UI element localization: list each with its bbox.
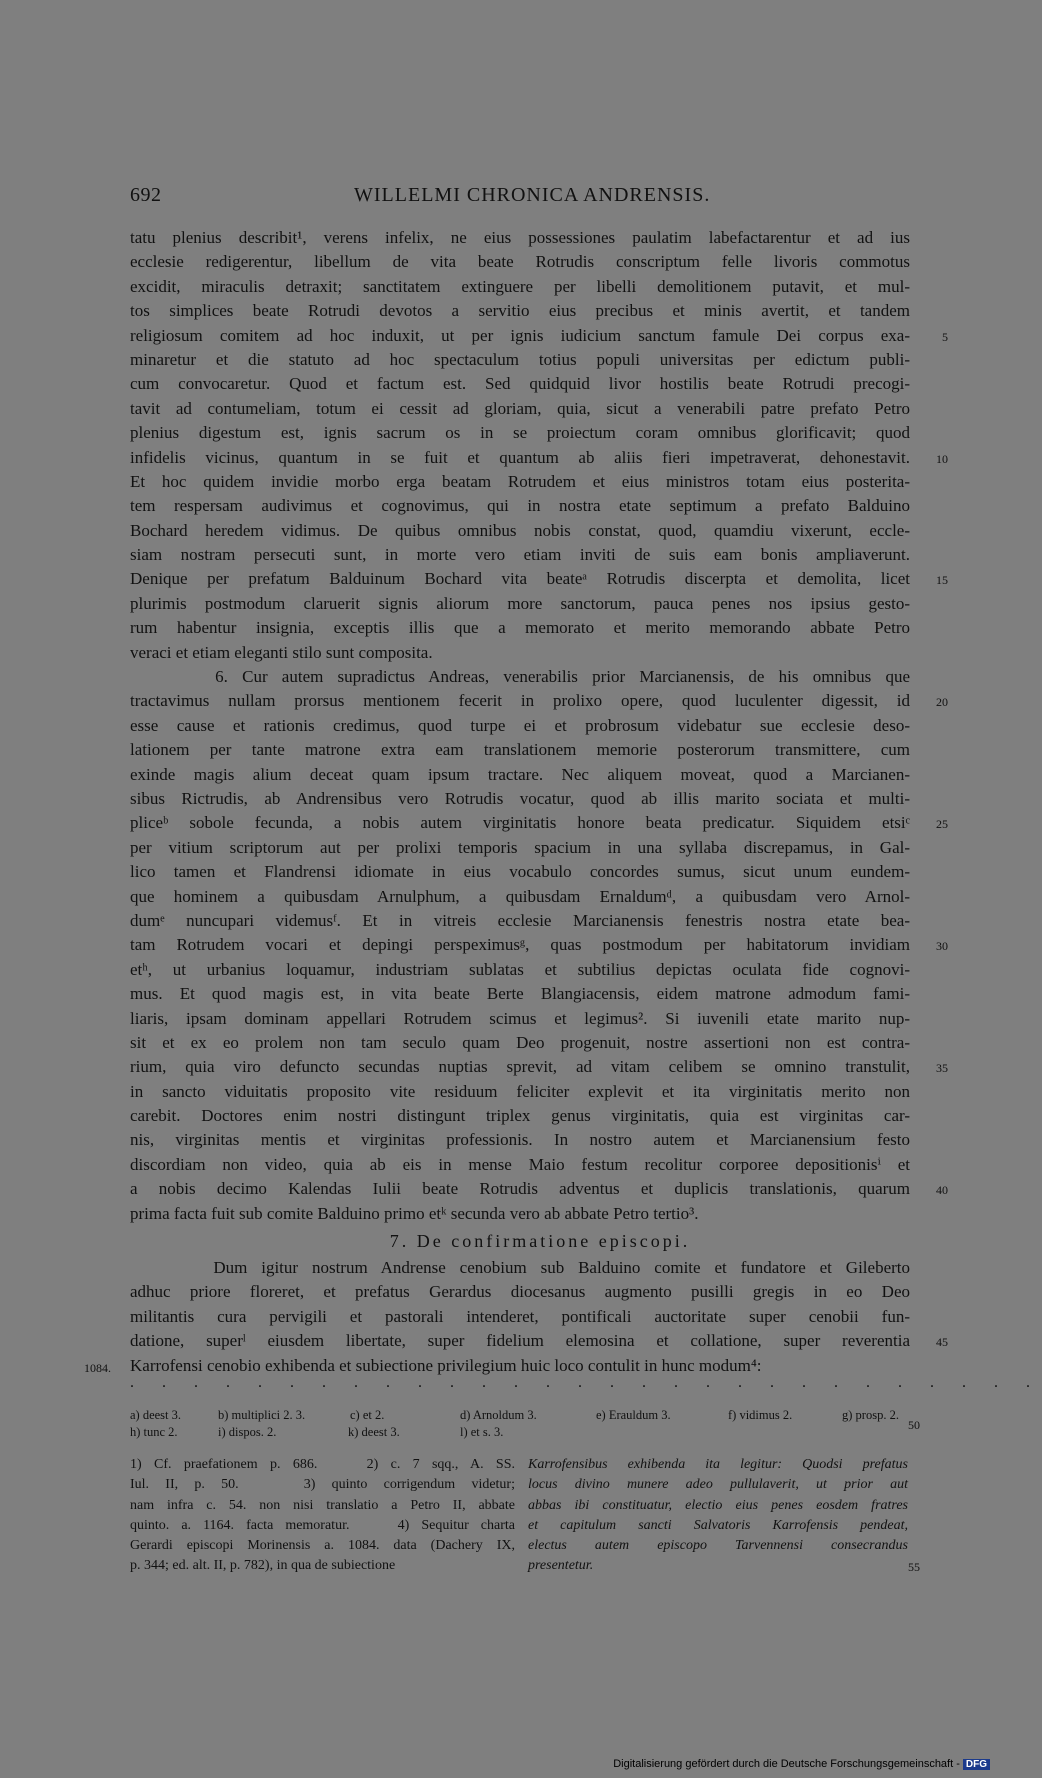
text-line (130, 1153, 910, 1177)
line-text: nis, virginitas mentis et virginitas professionis. In nostro autem et Marcianensium festo (130, 1130, 910, 1150)
footnote-line: locus divino munere adeo pullulaverit, ut prior aut (528, 1477, 908, 1493)
line-text: Denique per prefatum Balduinum Bochard vita beateᵃ Rotrudis discerpta et demolita, licet (130, 569, 910, 589)
variant-note: a) deest 3. (130, 1408, 182, 1422)
line-number: 50 (908, 1418, 920, 1432)
text-line (130, 811, 948, 835)
running-title: WILLELMI CHRONICA ANDRENSIS. (354, 184, 711, 206)
line-number: 25 (936, 817, 948, 832)
line-text: tem respersam audivimus et cognovimus, qui in nostra etate septimum a prefato Balduino (130, 496, 910, 516)
text-line (130, 348, 910, 372)
line-number: 20 (936, 695, 948, 710)
text-line (130, 1256, 910, 1280)
line-text: pliceᵇ sobole fecunda, a nobis autem virginitatis honore beata predicatur. Siquidem etsiᶜ (130, 813, 910, 833)
line-text: excidit, miraculis detraxit; sanctitatem extinguere per libelli demolitionem putavit, et mul- (130, 276, 910, 296)
line-text: plurimis postmodum claruerit signis aliorum more sanctorum, pauca penes nos ipsius gesto- (130, 593, 910, 613)
text-line (130, 885, 910, 909)
textual-variants (130, 1407, 920, 1441)
variant-note: l) et s. 3. (460, 1425, 504, 1439)
text-line (130, 714, 910, 738)
variant-note: c) et 2. (350, 1408, 385, 1422)
digitization-credit (613, 1758, 990, 1770)
text-line (130, 860, 910, 884)
footnote-line: abbas ibi constituatur, electio eius penes eosdem fratres (528, 1497, 908, 1513)
line-text: veraci et etiam eleganti stilo sunt composita. (130, 642, 433, 662)
line-text: etʰ, ut urbanius loquamur, industriam sublatas et subtilius depictas oculata fide cognovi- (130, 959, 910, 979)
footnote-line: 1) Cf. praefationem p. 686. 2) c. 7 sqq., A. SS. (130, 1457, 515, 1472)
line-text: que hominem a quibusdam Arnulphum, a quibusdam Ernaldumᵈ, a quibusdam vero Arnol- (130, 886, 910, 906)
line-text: minaretur et die statuto ad hoc spectaculum totius populi universitas per edictum publi- (130, 349, 910, 369)
main-text (84, 226, 1042, 1396)
line-number: 45 (936, 1335, 948, 1350)
text-line (130, 299, 910, 323)
footnote-line: Iul. II, p. 50. 3) quinto corrigendum videtur; (130, 1477, 515, 1493)
text-line (130, 250, 910, 274)
line-number: 5 (942, 329, 948, 344)
text-line (130, 592, 910, 616)
footnotes-right-column (528, 1455, 908, 1577)
text-line (130, 665, 910, 689)
line-text: plenius digestum est, ignis sacrum os in se proiectum coram omnibus glorificavit; quod (130, 423, 910, 443)
text-line (130, 372, 910, 396)
line-text: militantis cura pervigili et pastorali intenderet, pontificali auctoritate super cenobii fun- (130, 1306, 910, 1326)
line-text: tatu plenius describit¹, verens infelix, ne eius possessiones paulatim labefactarentur et ad ius (130, 228, 910, 247)
credit-text: Digitalisierung gefördert durch die Deutsche Forschungsgemeinschaft - (613, 1758, 960, 1770)
line-text: siam nostram persecuti sunt, in morte vero etiam inviti de suis eam bonis ampliaverunt. (130, 545, 910, 565)
text-line (130, 494, 910, 518)
text-line (130, 958, 910, 982)
line-text: adhuc priore floreret, et prefatus Gerardus diocesanus augmento pusilli gregis in eo Deo (130, 1282, 910, 1302)
variant-note: g) prosp. 2. (842, 1408, 899, 1422)
line-text: tavit ad contumeliam, totum ei cessit ad gloriam, quia, sicut a venerabili patre prefato Petro (130, 398, 910, 418)
variant-note: b) multiplici 2. 3. (218, 1408, 306, 1422)
variants-row (130, 1424, 920, 1441)
text-line (130, 1031, 910, 1055)
section-heading: 7. De confirmatione episcopi. (389, 1231, 691, 1252)
line-text: esse cause et rationis credimus, quod turpe ei et probrosum videbatur sue ecclesie deso- (130, 715, 910, 735)
line-text: ecclesie redigerentur, libellum de vita beate Rotrudis conscriptum felle livoris commotus (130, 252, 910, 272)
line-text: liaris, ipsam dominam appellari Rotrudem scimus et legimus². Si iuvenili etate marito nup- (130, 1008, 910, 1028)
text-line (130, 567, 948, 591)
footnote-line: p. 344; ed. alt. II, p. 782), in qua de subiectione (130, 1558, 396, 1574)
text-line (130, 933, 948, 957)
line-text: a nobis decimo Kalendas Iulii beate Rotrudis adventus et duplicis translationis, quarum (130, 1179, 910, 1199)
variant-note: i) dispos. 2. (218, 1425, 277, 1439)
text-line (130, 397, 910, 421)
footnote-line: nam infra c. 54. non nisi translatio a Petro II, abbate (130, 1497, 515, 1513)
footnote-line: et capitulum sancti Salvatoris Karrofensis pendeat, (528, 1517, 908, 1533)
line-number: 40 (936, 1183, 948, 1198)
line-text: rum habentur insignia, exceptis illis que a memorato et merito memorando abbate Petro (130, 618, 910, 638)
line-text: discordiam non video, quia ab eis in mense Maio festum recolitur corporee depositionisⁱ et (130, 1154, 910, 1174)
line-text: mus. Et quod magis est, in vita beate Berte Blangiacensis, eidem matrone admodum fami- (130, 984, 910, 1004)
line-text: tractavimus nullam prorsus mentionem fecerit in prolixo opere, quod luculenter digessit, id (130, 691, 910, 711)
line-text: Bochard heredem vidimus. De quibus omnibus nobis constat, quod, quamdiu vixerunt, eccle- (130, 520, 910, 540)
text-line (130, 324, 948, 348)
text-line (130, 787, 910, 811)
page-header (130, 184, 910, 214)
line-text: per vitium scriptorum aut per prolixi temporis spacium in una syllaba discrepamus, in Gal- (130, 837, 910, 857)
line-number: 35 (936, 1061, 948, 1076)
variant-note: k) deest 3. (348, 1425, 400, 1439)
text-line (130, 1202, 910, 1226)
dfg-logo: DFG (963, 1759, 990, 1770)
line-number: 30 (936, 939, 948, 954)
variants-row (130, 1407, 920, 1424)
line-number: 55 (908, 1560, 920, 1574)
text-line (84, 1354, 910, 1378)
text-line (130, 226, 910, 250)
line-text: infidelis vicinus, quantum in se fuit et quantum ab aliis fieri impetraverat, dehonestavit. (130, 447, 910, 467)
text-line (130, 470, 910, 494)
text-line (130, 982, 910, 1006)
text-line (130, 1128, 910, 1152)
text-line (130, 1280, 910, 1304)
text-line (130, 616, 910, 640)
line-text: tos simplices beate Rotrudi devotos a servitio eius precibus et minis avertit, et tandem (130, 301, 910, 321)
line-text: exinde magis alium deceat quam ipsum tractare. Nec aliquem moveat, quod a Marcianen- (130, 764, 910, 784)
line-text: Dum igitur nostrum Andrense cenobium sub Balduino comite et fundatore et Gileberto (130, 1258, 910, 1278)
text-line (130, 1055, 948, 1079)
text-line (130, 909, 910, 933)
page-number: 692 (130, 184, 162, 206)
text-line (130, 446, 948, 470)
text-line (130, 1305, 910, 1329)
footnote-line: Karrofensibus exhibenda ita legitur: Quodsi prefatus (528, 1457, 908, 1472)
margin-year: 1084. (84, 1360, 111, 1375)
line-text: carebit. Doctores enim nostri distingunt triplex genus virginitatis, quia est virginitas car- (130, 1106, 910, 1126)
variant-note: h) tunc 2. (130, 1425, 178, 1439)
line-number: 10 (936, 451, 948, 466)
line-text: cum convocaretur. Quod et factum est. Sed quidquid livor hostilis beate Rotrudi precogi- (130, 374, 910, 394)
variant-note: e) Erauldum 3. (596, 1408, 671, 1422)
text-line (130, 519, 910, 543)
footnotes-left-column (130, 1455, 515, 1577)
footnote-line: Gerardi episcopi Morinensis a. 1084. data (Dachery IX, (130, 1538, 515, 1554)
variant-note: f) vidimus 2. (728, 1408, 793, 1422)
footnote-line: presentetur. (528, 1558, 594, 1574)
line-text: datione, superˡ eiusdem libertate, super fidelium elemosina et collatione, super reverentia (130, 1331, 910, 1351)
text-line (130, 641, 910, 665)
variant-note: d) Arnoldum 3. (460, 1408, 537, 1422)
text-line (130, 275, 910, 299)
text-line (130, 1007, 910, 1031)
line-text: dumᵉ nuncupari videmusᶠ. Et in vitreis ecclesie Marcianensis fenestris nostra etate bea- (130, 910, 910, 930)
text-line (130, 836, 910, 860)
line-text: sibus Rictrudis, ab Andrensibus vero Rotrudis vocatur, quod ab illis marito sociata et multi- (130, 788, 910, 808)
text-line (130, 1329, 948, 1353)
text-line (130, 421, 910, 445)
text-line (130, 689, 948, 713)
line-text: lico tamen et Flandrensi idiomate in eius vocabulo concordes sumus, sicut unum eundem- (130, 862, 910, 882)
line-text: in sancto viduitatis proposito vite residuum feliciter explevit et ita virginitatis merito non (130, 1081, 910, 1101)
line-text: Et hoc quidem invidie morbo erga beatam Rotrudem et eius ministros totam eius posterita- (130, 471, 910, 491)
footnote-line: quinto. a. 1164. facta memoratur. 4) Sequitur charta (130, 1517, 515, 1533)
line-text: sit et ex eo prolem non tam seculo quam Deo progenuit, nostre assertioni non est contra- (130, 1032, 910, 1052)
line-text: Karrofensi cenobio exhibenda et subiectione privilegium huic loco contulit in hunc modum⁴: (130, 1355, 762, 1375)
text-line (130, 543, 910, 567)
footnote-line: electus autem episcopo Tarvennensi consecrandus (528, 1538, 908, 1554)
text-line (130, 1104, 910, 1128)
text-line (130, 763, 910, 787)
text-line (130, 738, 910, 762)
line-text: prima facta fuit sub comite Balduino primo etᵏ secunda vero ab abbate Petro tertio³. (130, 1203, 699, 1223)
line-text: 6. Cur autem supradictus Andreas, venerabilis prior Marcianensis, de his omnibus que (130, 667, 910, 687)
line-text: lationem per tante matrone extra eam translationem memorie posterorum transmittere, cum (130, 740, 910, 760)
line-text: religiosum comitem ad hoc induxit, ut per ignis iudicium sanctum famule Dei corpus exa- (130, 325, 910, 345)
text-line (130, 1177, 948, 1201)
omission-dots: . . . . . . . . . . . . . . . . . . . . . . . . . . . . . (130, 1373, 1042, 1391)
line-number: 15 (936, 573, 948, 588)
text-line (130, 1080, 910, 1104)
line-text: rium, quia viro defuncto secundas nuptias sprevit, ad vitam celibem se omnino transtulit, (130, 1057, 910, 1077)
line-text: tam Rotrudem vocari et depingi perspeximusᵍ, quas postmodum per habitatorum invidiam (130, 935, 910, 955)
